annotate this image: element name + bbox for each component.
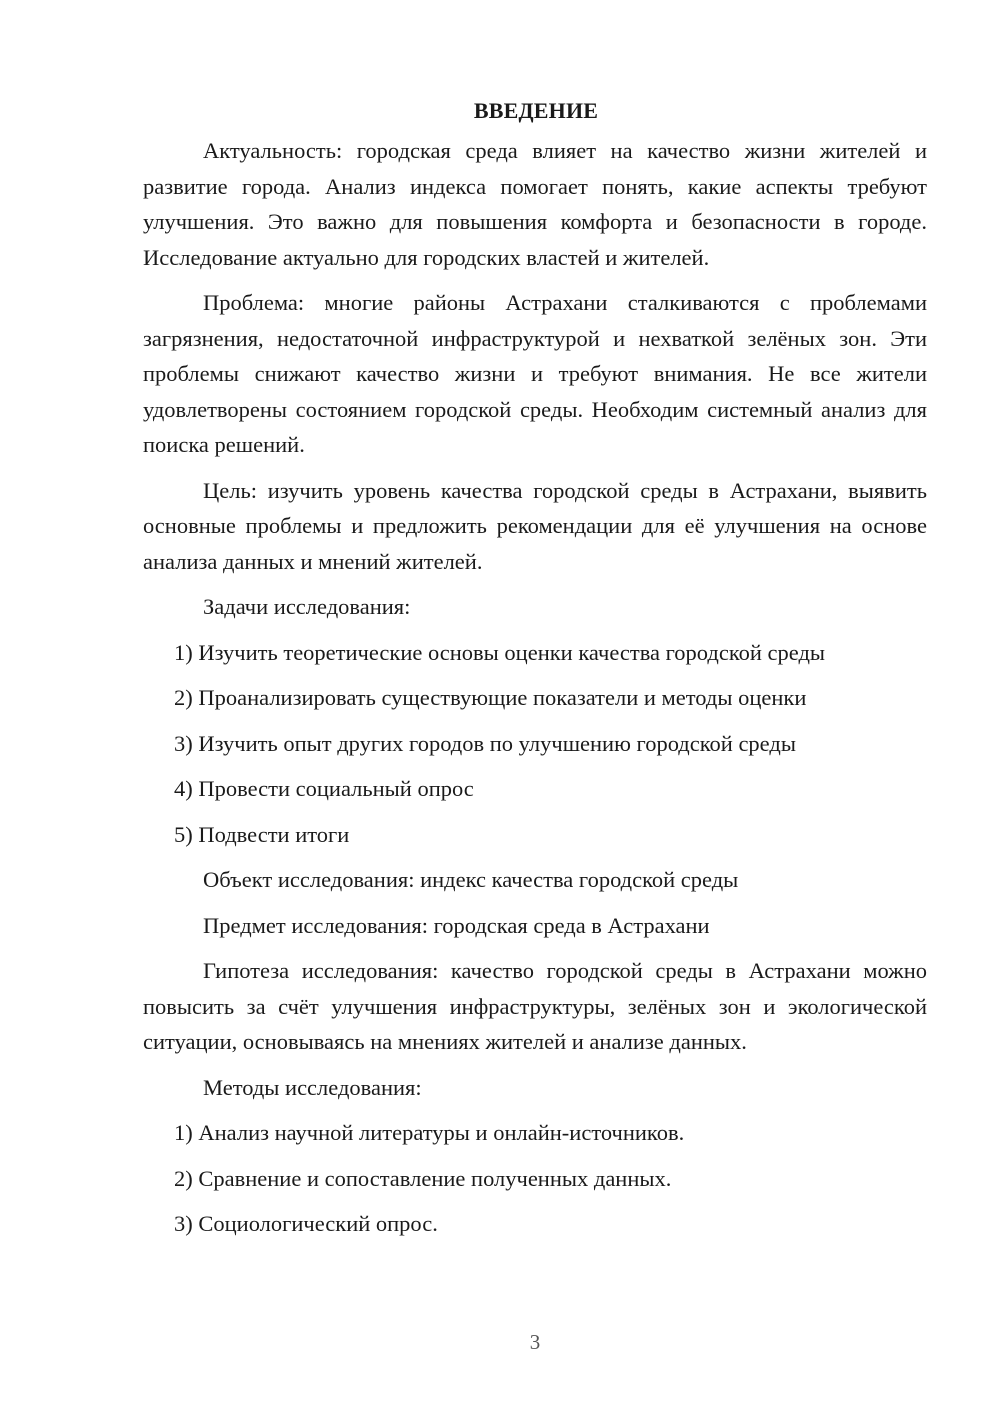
page-number: 3 [529,1330,541,1354]
task-item-5: 5) Подвести итоги [174,821,350,847]
subject-paragraph: Предмет исследования: городская среда в Астрахани [203,912,710,938]
section-heading: ВВЕДЕНИЕ [473,98,599,123]
tasks-title: Задачи исследования: [203,594,411,619]
method-item-1: 1) Анализ научной литературы и онлайн-источников. [174,1120,685,1145]
task-item-2: 2) Проанализировать существующие показатели и методы оценки [174,685,807,710]
methods-title: Методы исследования: [203,1074,422,1100]
page-content [143,93,927,1242]
problem-paragraph: Проблема: многие районы Астрахани сталкиваются с проблемами загрязнения, недостаточной инфраструктурой и нехваткой зелёных зон. Эти проблемы снижают качество жизни и требуют внимания. Не все жители удовлетворены состоянием городской среды. Необходим системный анализ для поиска решений. [143,290,927,457]
task-item-3: 3) Изучить опыт других городов по улучшению городской среды [174,730,796,756]
method-item-2: 2) Сравнение и сопоставление полученных данных. [174,1165,672,1191]
goal-paragraph: Цель: изучить уровень качества городской среды в Астрахани, выявить основные проблемы и предложить рекомендации для её улучшения на основе анализа данных и мнений жителей. [143,477,927,574]
hypothesis-paragraph: Гипотеза исследования: качество городской среды в Астрахани можно повысить за счёт улучшения инфраструктуры, зелёных зон и экологической ситуации, основываясь на мнениях жителей и анализе данных. [143,958,927,1054]
task-item-4: 4) Провести социальный опрос [174,776,474,801]
object-paragraph: Объект исследования: индекс качества городской среды [203,867,739,892]
method-item-3: 3) Социологический опрос. [174,1211,438,1236]
task-item-1: 1) Изучить теоретические основы оценки качества городской среды [174,639,826,665]
relevance-paragraph: Актуальность: городская среда влияет на качество жизни жителей и развитие города. Анализ индекса помогает понять, какие аспекты требуют улучшения. Это важно для повышения комфорта и безопасности в городе. Исследование актуально для городских властей и жителей. [143,138,927,270]
